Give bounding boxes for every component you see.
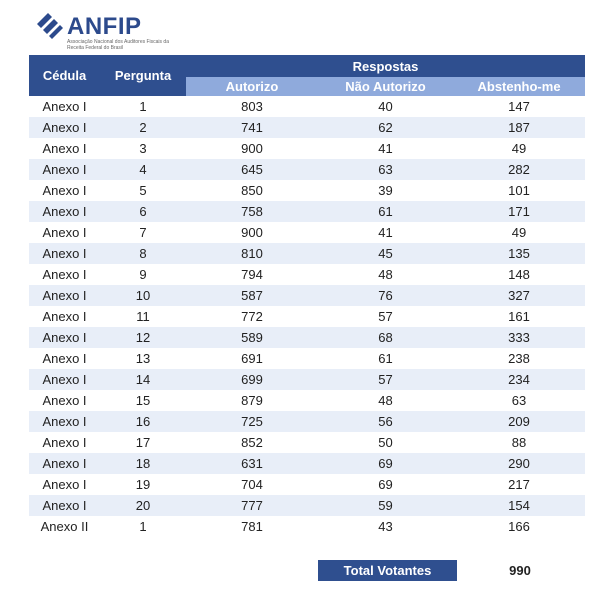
cell-abstenho: 101 [508, 183, 530, 198]
cell-nao-autorizo: 59 [318, 495, 453, 516]
cell-nao-autorizo: 56 [318, 411, 453, 432]
cell-nao-autorizo: 45 [318, 243, 453, 264]
cell-autorizo: 879 [241, 393, 263, 408]
table-row [29, 180, 585, 201]
table-row [29, 285, 585, 306]
cell-cedula: Anexo I [29, 369, 100, 390]
cell-autorizo: 631 [186, 453, 318, 474]
cell-abstenho: 154 [453, 495, 585, 516]
table-row [29, 495, 585, 516]
table-row [29, 138, 585, 159]
table-row [29, 453, 585, 474]
anfip-logo-icon [34, 11, 64, 41]
cell-pergunta: 13 [135, 351, 151, 366]
cell-abstenho: 49 [511, 225, 527, 240]
cell-abstenho: 63 [511, 393, 527, 408]
cell-nao-autorizo: 41 [378, 141, 393, 156]
cell-cedula: Anexo I [42, 225, 87, 240]
cell-abstenho: 333 [453, 327, 585, 348]
table-row [29, 306, 585, 327]
cell-nao-autorizo: 61 [378, 351, 393, 366]
cell-nao-autorizo: 43 [378, 519, 393, 534]
cell-nao-autorizo: 61 [318, 201, 453, 222]
cell-autorizo: 777 [186, 495, 318, 516]
cell-abstenho: 148 [508, 267, 530, 282]
cell-autorizo: 803 [241, 99, 263, 114]
cell-cedula: Anexo I [42, 99, 87, 114]
table-row [29, 264, 585, 285]
cell-abstenho: 209 [453, 411, 585, 432]
cell-nao-autorizo: 57 [378, 309, 393, 324]
cell-nao-autorizo: 50 [378, 435, 393, 450]
cell-autorizo: 645 [186, 159, 318, 180]
cell-pergunta: 9 [139, 267, 147, 282]
cell-abstenho: 290 [453, 453, 585, 474]
header-cedula: Cédula [29, 55, 100, 96]
cell-cedula: Anexo I [29, 159, 100, 180]
cell-autorizo: 810 [186, 243, 318, 264]
cell-abstenho: 327 [453, 285, 585, 306]
table-row [29, 474, 585, 495]
cell-pergunta: 1 [139, 519, 147, 534]
table-row [29, 369, 585, 390]
total-votantes-label: Total Votantes [318, 560, 457, 581]
cell-pergunta: 10 [100, 285, 186, 306]
cell-cedula: Anexo I [29, 285, 100, 306]
cell-nao-autorizo: 63 [318, 159, 453, 180]
cell-autorizo: 900 [241, 141, 263, 156]
cell-pergunta: 5 [139, 183, 147, 198]
cell-pergunta: 2 [100, 117, 186, 138]
cell-pergunta: 14 [100, 369, 186, 390]
table-row [29, 390, 585, 411]
header-nao-autorizo: Não Autorizo [318, 77, 453, 96]
cell-nao-autorizo: 69 [318, 453, 453, 474]
cell-nao-autorizo: 48 [378, 393, 393, 408]
cell-autorizo: 741 [186, 117, 318, 138]
cell-autorizo: 691 [241, 351, 263, 366]
cell-pergunta: 1 [139, 99, 147, 114]
cell-abstenho: 161 [508, 309, 530, 324]
cell-cedula: Anexo I [42, 141, 87, 156]
cell-cedula: Anexo I [42, 477, 87, 492]
cell-nao-autorizo: 39 [378, 183, 393, 198]
table-row [29, 348, 585, 369]
logo-subtitle: Associação Nacional dos Auditores Fiscais da Receita Federal do Brasil [67, 39, 169, 51]
cell-pergunta: 20 [100, 495, 186, 516]
cell-autorizo: 850 [241, 183, 263, 198]
cell-cedula: Anexo I [29, 201, 100, 222]
cell-cedula: Anexo I [29, 411, 100, 432]
cell-cedula: Anexo I [29, 495, 100, 516]
cell-pergunta: 7 [139, 225, 147, 240]
cell-cedula: Anexo I [29, 117, 100, 138]
cell-cedula: Anexo I [29, 453, 100, 474]
cell-nao-autorizo: 68 [318, 327, 453, 348]
cell-abstenho: 166 [508, 519, 530, 534]
cell-cedula: Anexo I [42, 393, 87, 408]
table-row [29, 411, 585, 432]
cell-nao-autorizo: 40 [378, 99, 393, 114]
cell-cedula: Anexo I [42, 183, 87, 198]
cell-pergunta: 3 [139, 141, 147, 156]
table-row [29, 96, 585, 117]
cell-pergunta: 19 [135, 477, 151, 492]
cell-pergunta: 11 [136, 309, 150, 324]
cell-cedula: Anexo I [42, 309, 87, 324]
cell-cedula: Anexo I [42, 435, 87, 450]
cell-autorizo: 725 [186, 411, 318, 432]
table-row [29, 117, 585, 138]
cell-cedula: Anexo I [42, 351, 87, 366]
cell-pergunta: 15 [135, 393, 151, 408]
table-row [29, 159, 585, 180]
cell-autorizo: 589 [186, 327, 318, 348]
cell-nao-autorizo: 57 [318, 369, 453, 390]
cell-pergunta: 18 [100, 453, 186, 474]
results-table [29, 55, 585, 537]
cell-abstenho: 217 [508, 477, 530, 492]
total-votantes-value: 990 [509, 563, 531, 578]
cell-abstenho: 234 [453, 369, 585, 390]
cell-autorizo: 781 [241, 519, 263, 534]
table-row [29, 222, 585, 243]
cell-pergunta: 4 [100, 159, 186, 180]
table-row [29, 516, 585, 537]
cell-cedula: Anexo I [29, 243, 100, 264]
cell-cedula: Anexo I [42, 267, 87, 282]
header-autorizo: Autorizo [186, 77, 318, 96]
cell-nao-autorizo: 69 [378, 477, 393, 492]
table-row [29, 432, 585, 453]
cell-abstenho: 88 [511, 435, 527, 450]
cell-autorizo: 587 [186, 285, 318, 306]
cell-cedula: Anexo I [29, 327, 100, 348]
cell-nao-autorizo: 76 [318, 285, 453, 306]
cell-autorizo: 772 [241, 309, 263, 324]
cell-abstenho: 238 [508, 351, 530, 366]
table-row [29, 243, 585, 264]
cell-abstenho: 171 [453, 201, 585, 222]
cell-cedula: Anexo II [40, 519, 89, 534]
cell-pergunta: 12 [100, 327, 186, 348]
header-respostas: Respostas [186, 55, 585, 77]
cell-pergunta: 17 [135, 435, 151, 450]
cell-autorizo: 704 [241, 477, 263, 492]
cell-nao-autorizo: 41 [378, 225, 393, 240]
table-row [29, 327, 585, 348]
table-body [29, 96, 585, 537]
cell-autorizo: 852 [241, 435, 263, 450]
header-pergunta: Pergunta [100, 55, 186, 96]
cell-abstenho: 282 [453, 159, 585, 180]
cell-pergunta: 6 [100, 201, 186, 222]
cell-autorizo: 794 [241, 267, 263, 282]
cell-autorizo: 699 [186, 369, 318, 390]
cell-pergunta: 8 [100, 243, 186, 264]
logo-name: ANFIP [67, 13, 142, 40]
cell-abstenho: 49 [511, 141, 527, 156]
cell-pergunta: 16 [100, 411, 186, 432]
cell-abstenho: 135 [453, 243, 585, 264]
cell-autorizo: 758 [186, 201, 318, 222]
cell-abstenho: 147 [508, 99, 530, 114]
cell-nao-autorizo: 48 [378, 267, 393, 282]
cell-nao-autorizo: 62 [318, 117, 453, 138]
cell-autorizo: 900 [241, 225, 263, 240]
header-abstenho: Abstenho-me [453, 77, 585, 96]
table-row [29, 201, 585, 222]
cell-abstenho: 187 [453, 117, 585, 138]
